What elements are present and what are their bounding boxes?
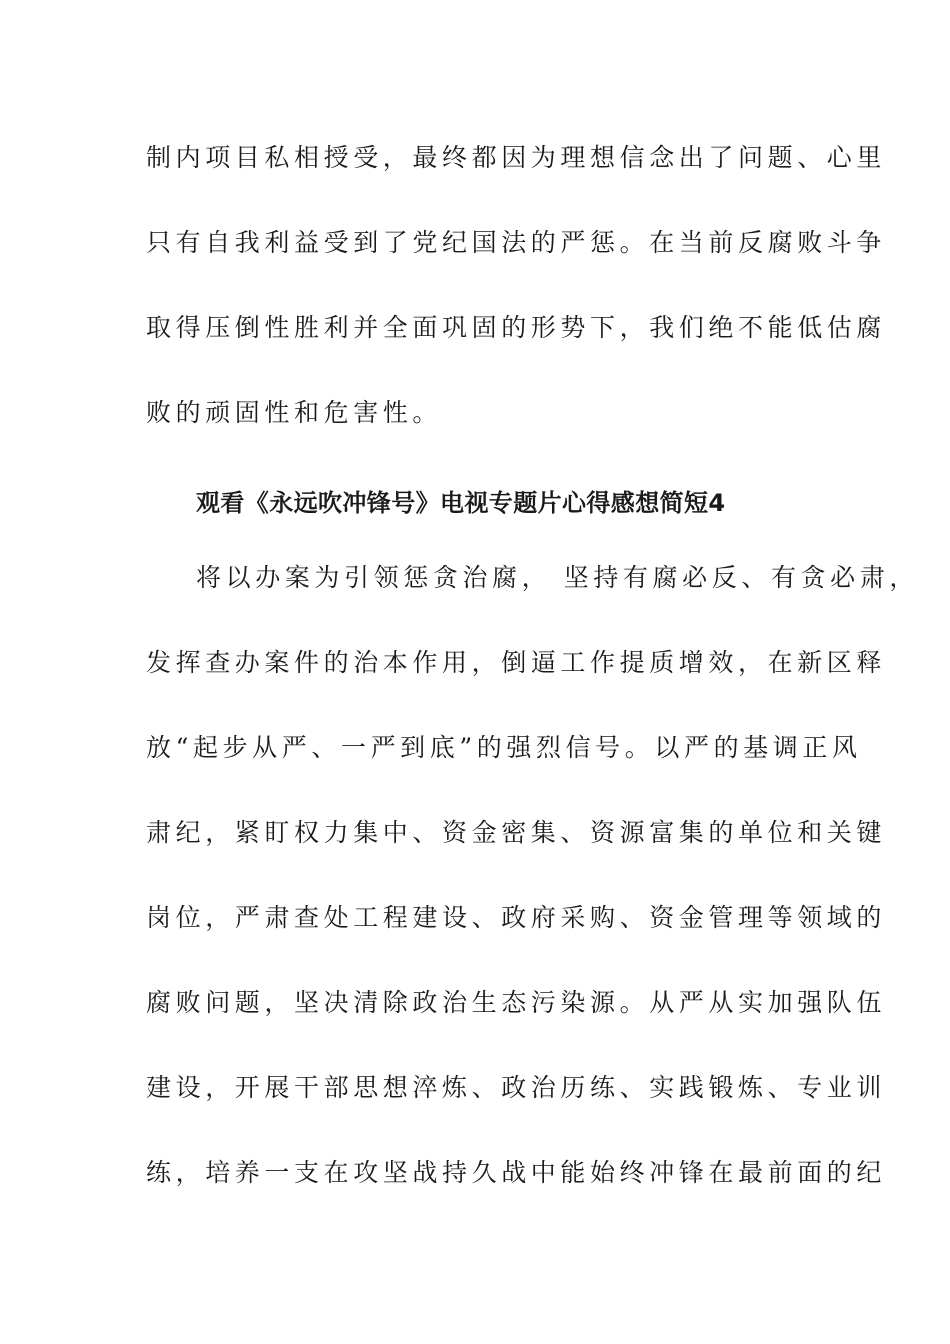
paragraph-line: 放“起步从严、一严到底”的强烈信号。以严的基调正风 (146, 733, 862, 762)
section-title: 观看《永远吹冲锋号》电视专题片心得感想简短4 (196, 489, 726, 517)
paragraph-line: 发挥查办案件的治本作用，倒逼工作提质增效，在新区释 (146, 648, 887, 677)
paragraph-line: 岗位，严肃查处工程建设、政府采购、资金管理等领域的 (146, 903, 887, 932)
paragraph-line: 只有自我利益受到了党纪国法的严惩。在当前反腐败斗争 (146, 228, 887, 257)
paragraph-line: 肃纪，紧盯权力集中、资金密集、资源富集的单位和关键 (146, 818, 887, 847)
paragraph-line: 取得压倒性胜利并全面巩固的形势下，我们绝不能低估腐 (146, 313, 887, 342)
paragraph-line: 败的顽固性和危害性。 (146, 398, 443, 427)
paragraph-first-line: 将以办案为引领惩贪治腐， 坚持有腐必反、有贪必肃， (196, 563, 919, 592)
paragraph-line: 建设，开展干部思想淬炼、政治历练、实践锻炼、专业训 (146, 1073, 887, 1102)
paragraph-line: 制内项目私相授受，最终都因为理想信念出了问题、心里 (146, 143, 887, 172)
paragraph-line: 练，培养一支在攻坚战持久战中能始终冲锋在最前面的纪 (146, 1158, 887, 1187)
paragraph-line: 腐败问题，坚决清除政治生态污染源。从严从实加强队伍 (146, 988, 887, 1017)
